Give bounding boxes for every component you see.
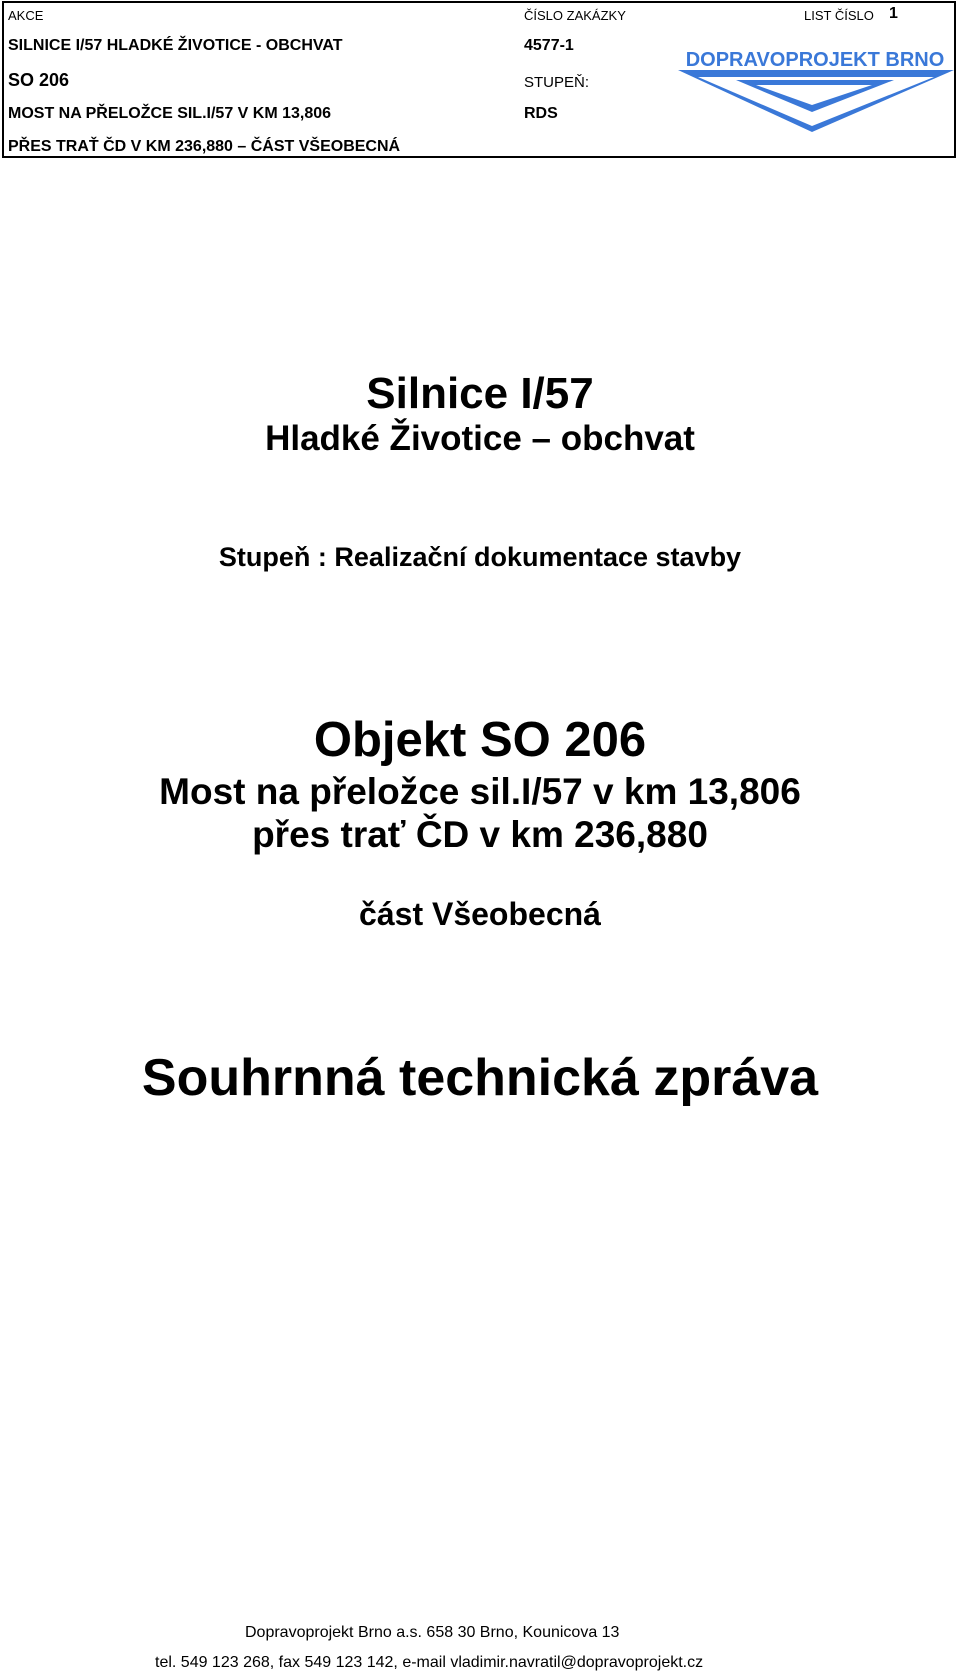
akce-line-3: MOST NA PŘELOŽCE SIL.I/57 V KM 13,806 [8,105,332,122]
akce-line-2: SO 206 [8,70,70,90]
road-subtitle: Hladké Životice – obchvat [265,419,695,458]
stage-line: Stupeň : Realizační dokumentace stavby [218,542,742,572]
object-description-1: Most na přeložce sil.I/57 v km 13,806 [159,771,801,812]
akce-label: AKCE [8,8,44,23]
stupen-label: STUPEŇ: [524,74,590,91]
list-cislo-label: LIST ČÍSLO [804,8,874,23]
cislo-zakazky-label: ČÍSLO ZAKÁZKY [524,8,626,23]
footer-contact: tel. 549 123 268, fax 549 123 142, e-mail vladimir.navratil@dopravoprojekt.cz [155,1654,704,1671]
cislo-zakazky-value: 4577-1 [524,37,574,54]
footer-address: Dopravoprojekt Brno a.s. 658 30 Brno, Kounicova 13 [245,1624,620,1641]
road-title: Silnice I/57 [366,369,594,418]
part-title: část Všeobecná [359,896,601,932]
akce-line-4: PŘES TRAŤ ČD V KM 236,880 – ČÁST VŠEOBECNÁ [8,138,401,155]
object-title: Objekt SO 206 [313,713,647,767]
akce-line-1: SILNICE I/57 HLADKÉ ŽIVOTICE - OBCHVAT [8,37,343,54]
object-description-2: přes trať ČD v km 236,880 [252,814,708,855]
dopravoprojekt-logo [676,48,954,132]
logo-text: DOPRAVOPROJEKT BRNO [685,49,945,71]
stupen-value: RDS [524,105,558,122]
list-cislo-value: 1 [889,5,898,22]
report-title: Souhrnná technická zpráva [141,1049,819,1107]
